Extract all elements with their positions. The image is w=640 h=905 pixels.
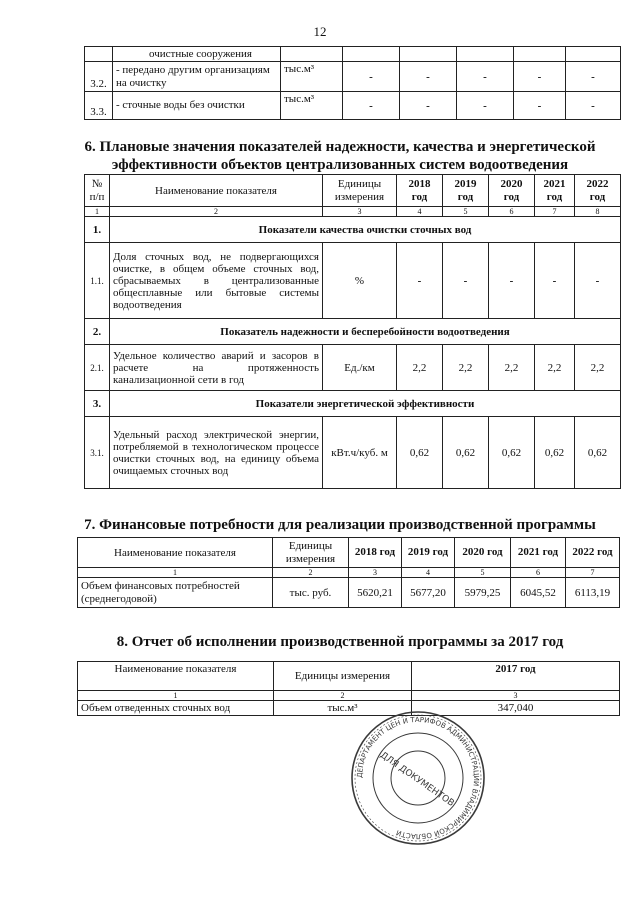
- row-name: - сточные воды без очистки: [113, 92, 281, 120]
- header-row: [78, 662, 620, 691]
- table-cell: -: [535, 243, 575, 319]
- table-cell: 7: [566, 568, 620, 578]
- group-row: [85, 319, 621, 345]
- table-cell: 1: [85, 207, 110, 217]
- table-cell: тыс. руб.: [273, 578, 349, 608]
- section-7-table: [77, 537, 620, 608]
- table-cell: Удельное количество аварий и засоров в расчете на протяженность канализационной сети в год: [110, 345, 323, 391]
- table-cell: -: [575, 243, 621, 319]
- row-name: очистные сооружения: [113, 47, 281, 62]
- header-year: 2017 год: [412, 662, 620, 691]
- table-cell: -: [400, 62, 457, 92]
- table-cell: 5620,21: [349, 578, 402, 608]
- table-cell: 2,2: [397, 345, 443, 391]
- table-cell: -: [457, 62, 514, 92]
- table-cell: 2018 год: [349, 538, 402, 568]
- column-number-row: [85, 207, 621, 217]
- row-num: 3.2.: [85, 62, 113, 92]
- table-cell: [566, 47, 621, 62]
- table-row: [85, 92, 621, 120]
- table-cell: 3.: [85, 391, 110, 417]
- row-unit: [281, 47, 343, 62]
- table-cell: 5: [443, 207, 489, 217]
- table-cell: 2.1.: [85, 345, 110, 391]
- table-cell: Удельный расход электрической энергии, потребляемой в технологическом процессе очистки сточных вод, на единицу объема очищаемых сточных вод: [110, 417, 323, 489]
- header-name: Наименование показателя: [110, 175, 323, 207]
- table-cell: -: [566, 62, 621, 92]
- table-cell: [457, 47, 514, 62]
- table-cell: 6: [489, 207, 535, 217]
- table-cell: 2,2: [443, 345, 489, 391]
- group-row: [85, 391, 621, 417]
- table-cell: 2018 год: [397, 175, 443, 207]
- table-cell: 0,62: [535, 417, 575, 489]
- table-cell: Показатели энергетической эффективности: [110, 391, 621, 417]
- table-cell: тыс.м³: [274, 701, 412, 716]
- table-row: [85, 47, 621, 62]
- table-cell: 3: [349, 568, 402, 578]
- table-cell: 1: [78, 568, 273, 578]
- table-cell: 5979,25: [455, 578, 511, 608]
- table-row: [85, 417, 621, 489]
- table-cell: Объем финансовых потребностей (среднегодовой): [78, 578, 273, 608]
- table-cell: -: [489, 243, 535, 319]
- row-num: 3.3.: [85, 92, 113, 120]
- row-unit: тыс.м³: [281, 62, 343, 92]
- top-table: [84, 46, 621, 120]
- table-cell: 347,040: [412, 701, 620, 716]
- table-cell: 4: [397, 207, 443, 217]
- group-row: [85, 217, 621, 243]
- column-number-row: [78, 691, 620, 701]
- header-row: [85, 175, 621, 207]
- table-cell: 2,2: [575, 345, 621, 391]
- table-cell: 2019 год: [402, 538, 455, 568]
- table-cell: 8: [575, 207, 621, 217]
- section-8-title: 8. Отчет об исполнении производственной программы за 2017 год: [116, 634, 564, 650]
- table-cell: 7: [535, 207, 575, 217]
- table-cell: [400, 47, 457, 62]
- table-cell: Ед./км: [323, 345, 397, 391]
- table-cell: 2022 год: [566, 538, 620, 568]
- section-6-title: 6. Плановые значения показателей надежности, качества и энергетической эффективности объектов централизованных систем водоотведения: [84, 139, 596, 173]
- table-row: [85, 62, 621, 92]
- table-cell: 2021 год: [511, 538, 566, 568]
- table-cell: 0,62: [397, 417, 443, 489]
- table-cell: 6113,19: [566, 578, 620, 608]
- header-name: Наименование показателя: [78, 538, 273, 568]
- table-cell: -: [343, 62, 400, 92]
- header-num: № п/п: [85, 175, 110, 207]
- table-cell: Показатель надежности и бесперебойности водоотведения: [110, 319, 621, 345]
- table-cell: 2: [273, 568, 349, 578]
- table-cell: 2019 год: [443, 175, 489, 207]
- table-cell: -: [566, 92, 621, 120]
- table-cell: 2022 год: [575, 175, 621, 207]
- table-cell: -: [397, 243, 443, 319]
- stamp-ring-text: ДЕПАРТАМЕНТ ЦЕН И ТАРИФОВ АДМИНИСТРАЦИИ ВЛАДИМИРСКОЙ ОБЛАСТИ: [355, 715, 481, 841]
- table-cell: [514, 47, 566, 62]
- official-stamp: [348, 708, 488, 848]
- header-row: [78, 538, 620, 568]
- table-cell: 4: [402, 568, 455, 578]
- table-cell: -: [457, 92, 514, 120]
- table-cell: 1: [78, 691, 274, 701]
- table-cell: 2021 год: [535, 175, 575, 207]
- table-cell: Доля сточных вод, не подвергающихся очистке, в общем объеме сточных вод, сбрасываемых в централизованные общесплавные или бытовые системы водоотведения: [110, 243, 323, 319]
- table-cell: 2: [274, 691, 412, 701]
- table-cell: [343, 47, 400, 62]
- table-cell: 2.: [85, 319, 110, 345]
- table-cell: Объем отведенных сточных вод: [78, 701, 274, 716]
- table-cell: 6: [511, 568, 566, 578]
- table-cell: -: [514, 62, 566, 92]
- row-num: [85, 47, 113, 62]
- table-cell: 2: [110, 207, 323, 217]
- table-row: [78, 578, 620, 608]
- table-cell: 3.1.: [85, 417, 110, 489]
- table-cell: -: [343, 92, 400, 120]
- header-unit: Единицы измерения: [273, 538, 349, 568]
- table-row: [85, 243, 621, 319]
- header-unit: Единицы измерения: [323, 175, 397, 207]
- table-cell: -: [400, 92, 457, 120]
- section-6-table: [84, 174, 621, 489]
- table-cell: 6045,52: [511, 578, 566, 608]
- header-name: Наименование показателя: [78, 662, 274, 691]
- row-unit: тыс.м³: [281, 92, 343, 120]
- page-number: 12: [313, 24, 327, 39]
- header-unit: Единицы измерения: [274, 662, 412, 691]
- row-name: - передано другим организациям на очистку: [113, 62, 281, 92]
- table-cell: 2,2: [489, 345, 535, 391]
- table-row: [85, 345, 621, 391]
- section-7-title: 7. Финансовые потребности для реализации производственной программы: [84, 517, 596, 533]
- stamp-center-text: ДЛЯ ДОКУМЕНТОВ: [377, 750, 456, 809]
- table-cell: 5677,20: [402, 578, 455, 608]
- table-cell: 0,62: [489, 417, 535, 489]
- table-cell: 1.: [85, 217, 110, 243]
- table-cell: %: [323, 243, 397, 319]
- table-cell: 2,2: [535, 345, 575, 391]
- table-cell: 3: [412, 691, 620, 701]
- table-cell: Показатели качества очистки сточных вод: [110, 217, 621, 243]
- table-cell: 1.1.: [85, 243, 110, 319]
- column-number-row: [78, 568, 620, 578]
- table-cell: 5: [455, 568, 511, 578]
- table-cell: -: [443, 243, 489, 319]
- table-cell: 2020 год: [455, 538, 511, 568]
- table-cell: 0,62: [575, 417, 621, 489]
- table-cell: 3: [323, 207, 397, 217]
- table-cell: 0,62: [443, 417, 489, 489]
- table-cell: кВт.ч/куб. м: [323, 417, 397, 489]
- table-cell: 2020 год: [489, 175, 535, 207]
- table-cell: -: [514, 92, 566, 120]
